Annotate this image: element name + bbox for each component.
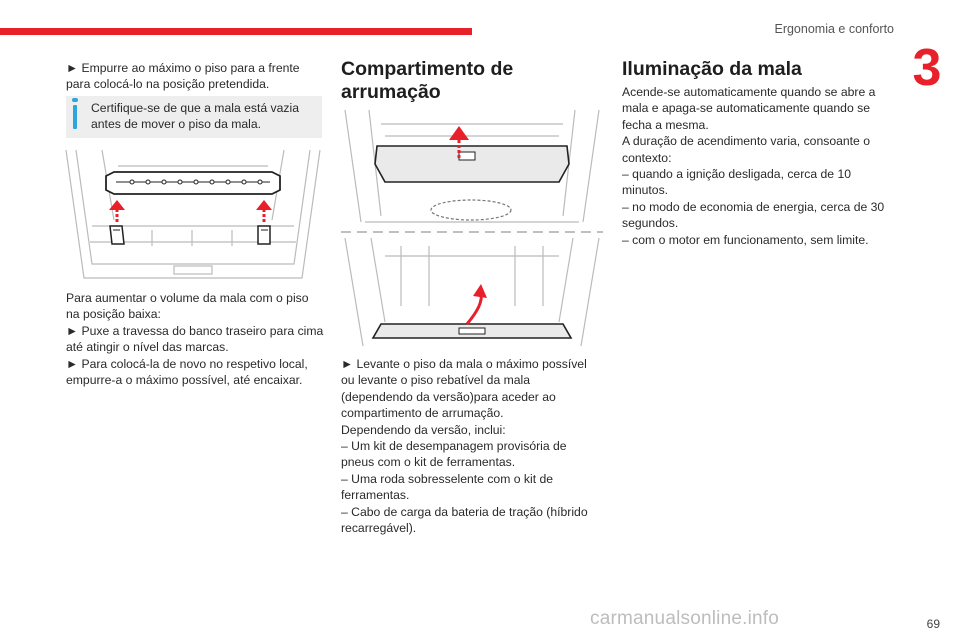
raised-floor-panel	[375, 146, 569, 182]
col3-para1: Acende-se automaticamente quando se abre a mala e apaga-se automaticamente quando se fecha a mesma.	[622, 85, 876, 132]
watermark: carmanualsonline.info	[590, 608, 780, 629]
col3-item3: – com o motor em funcionamento, sem limite.	[622, 232, 869, 247]
col2-item1: – Um kit de desempanagem provisória de pneus com o kit de ferramentas.	[341, 439, 567, 470]
lower-floor-panel	[373, 324, 571, 338]
col2-item2: – Uma roda sobresselente com o kit de ferramentas.	[341, 471, 554, 503]
col1-para2: Para aumentar o volume da mala com o piso na posição baixa:	[66, 291, 309, 322]
col2-item3: – Cabo de carga da bateria de tração (híbrido recarregável).	[341, 504, 588, 536]
info-note-text: Certifique-se de que a mala está vazia antes de mover o piso da mala.	[91, 101, 299, 132]
left-bracket	[110, 226, 124, 244]
header-accent-bar	[0, 28, 472, 35]
col3-item1: – quando a ignição desligada, cerca de 10 minutos.	[622, 167, 852, 198]
col3-item2: – no modo de economia de energia, cerca de 30 segundos.	[622, 199, 885, 231]
red-curved-arrow-icon	[467, 284, 487, 324]
col3-para2: A duração de acendimento varia, consoante o contexto:	[622, 134, 870, 165]
col2-para2: Dependendo da versão, inclui:	[341, 422, 506, 437]
col1-para1: ► Empurre ao máximo o piso para a frente para colocá-lo na posição pretendida.	[66, 61, 300, 92]
col2-para1: ► Levante o piso da mala o máximo possível ou levante o piso rebatível da mala (dependendo da versão)para aceder ao compartimento de arrumação.	[341, 357, 587, 421]
col3-block	[622, 58, 890, 248]
info-note	[66, 96, 322, 138]
col2-heading-block	[341, 58, 603, 104]
red-up-arrow-icon	[109, 200, 272, 222]
chapter-number: 3	[912, 39, 942, 97]
page-number: 69	[926, 617, 940, 631]
col1-body	[66, 290, 324, 388]
col1-para4: ► Para colocá-la de novo no respetivo local, empurre-a o máximo possível, até encaixar.	[66, 356, 308, 388]
right-bracket	[258, 226, 270, 244]
section-title: Ergonomia e conforto	[774, 22, 894, 36]
col1-para3: ► Puxe a travessa do banco traseiro para cima até atingir o nível das marcas.	[66, 323, 324, 355]
lighting-heading: Iluminação da mala	[622, 58, 802, 80]
trunk-crossbar-illustration	[62, 146, 324, 284]
storage-heading: Compartimento de arrumação	[341, 58, 514, 103]
crossbar	[106, 172, 280, 194]
col1-intro	[66, 60, 324, 93]
storage-compartment-illustration	[341, 106, 603, 352]
col2-body	[341, 356, 603, 536]
